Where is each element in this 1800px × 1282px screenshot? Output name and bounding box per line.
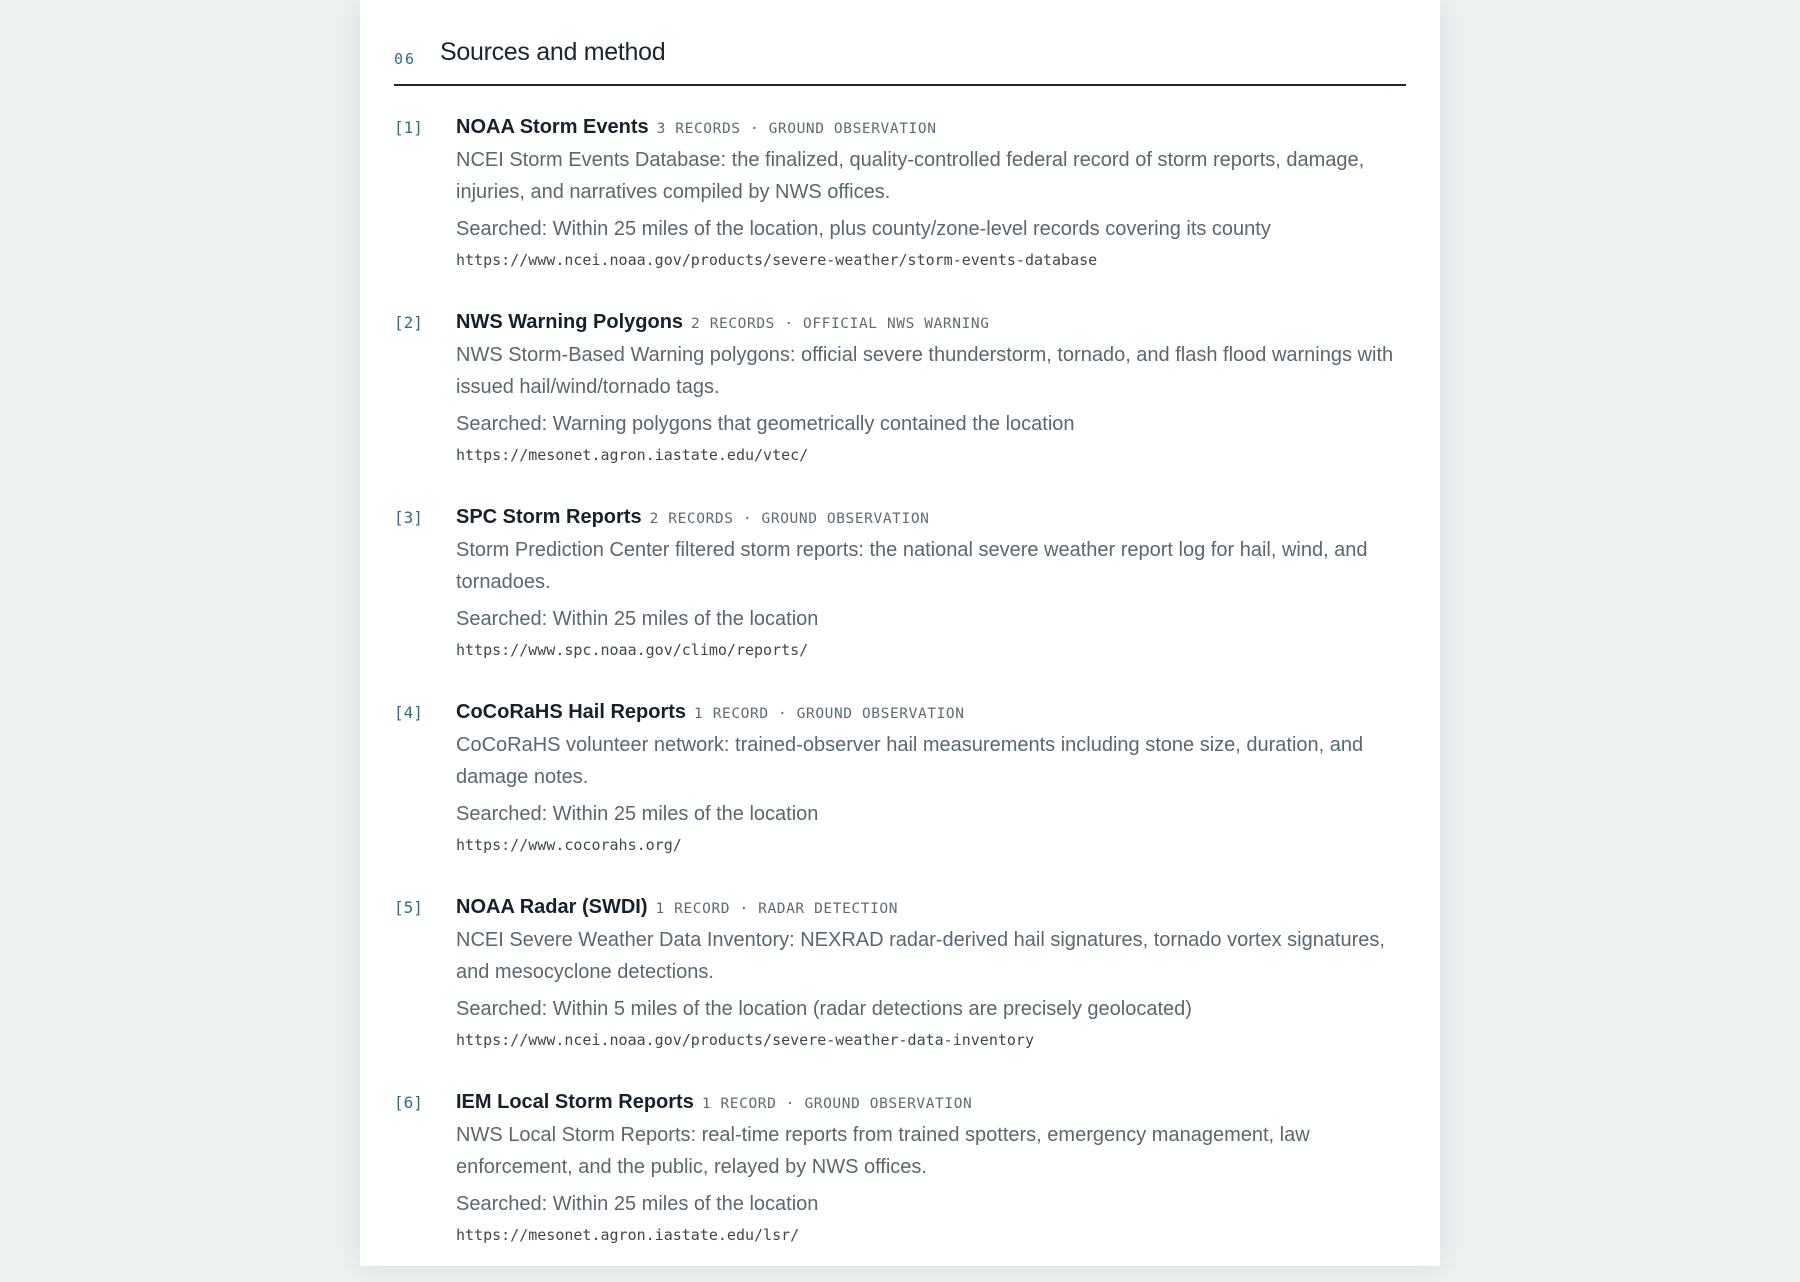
source-index: [5] (394, 898, 423, 917)
source-body (456, 502, 1406, 662)
source-name: NOAA Radar (SWDI) (456, 896, 648, 918)
source-index: [2] (394, 313, 423, 332)
source-title-line (456, 502, 1406, 532)
source-url-link[interactable]: https://mesonet.agron.iastate.edu/lsr/ (456, 1226, 800, 1244)
source-item (394, 112, 1406, 307)
source-search-scope: Searched: Warning polygons that geometrically contained the location (456, 413, 1075, 435)
source-index: [3] (394, 508, 423, 527)
source-name: NWS Warning Polygons (456, 311, 684, 333)
source-index: [1] (394, 118, 423, 137)
source-search-scope: Searched: Within 25 miles of the location (456, 608, 819, 630)
source-meta: 2 RECORDS · GROUND OBSERVATION (649, 511, 930, 527)
source-meta: 3 RECORDS · GROUND OBSERVATION (656, 121, 937, 137)
source-url-link[interactable]: https://mesonet.agron.iastate.edu/vtec/ (456, 446, 809, 464)
source-description: NWS Storm-Based Warning polygons: official severe thunderstorm, tornado, and flash flood warnings with issued hail/wind/tornado tags. (456, 344, 1394, 398)
source-list (394, 112, 1406, 1282)
source-item (394, 892, 1406, 1087)
source-url-link[interactable]: https://www.spc.noaa.gov/climo/reports/ (456, 641, 809, 659)
source-meta: 1 RECORD · GROUND OBSERVATION (701, 1096, 973, 1112)
source-description: Storm Prediction Center filtered storm reports: the national severe weather report log for hail, wind, and tornadoes. (456, 539, 1368, 593)
source-description: NCEI Severe Weather Data Inventory: NEXRAD radar-derived hail signatures, tornado vortex signatures, and mesocyclone detections. (456, 929, 1385, 983)
source-search-scope: Searched: Within 5 miles of the location (radar detections are precisely geolocated) (456, 998, 1192, 1020)
source-name: SPC Storm Reports (456, 506, 642, 528)
section-title: Sources and method (440, 38, 666, 66)
source-body (456, 697, 1406, 857)
source-meta: 2 RECORDS · OFFICIAL NWS WARNING (691, 316, 990, 332)
source-item (394, 502, 1406, 697)
source-index: [4] (394, 703, 423, 722)
source-search-scope: Searched: Within 25 miles of the location (456, 1193, 819, 1215)
source-title-line (456, 1087, 1406, 1117)
source-url-link[interactable]: https://www.ncei.noaa.gov/products/severe-weather-data-inventory (456, 1031, 1034, 1049)
source-name: CoCoRaHS Hail Reports (456, 701, 687, 723)
source-description: CoCoRaHS volunteer network: trained-observer hail measurements including stone size, duration, and damage notes. (456, 734, 1364, 788)
source-description: NCEI Storm Events Database: the finalized, quality-controlled federal record of storm reports, damage, injuries, and narratives compiled by NWS offices. (456, 149, 1365, 203)
source-body (456, 307, 1406, 467)
document-page (360, 0, 1440, 1266)
source-body (456, 892, 1406, 1052)
source-index: [6] (394, 1093, 423, 1112)
source-title-line (456, 307, 1406, 337)
source-title-line (456, 697, 1406, 727)
source-item (394, 307, 1406, 502)
section-number: 06 (394, 50, 417, 68)
source-url-link[interactable]: https://www.ncei.noaa.gov/products/severe-weather/storm-events-database (456, 251, 1098, 269)
source-search-scope: Searched: Within 25 miles of the location (456, 803, 819, 825)
source-title-line (456, 112, 1406, 142)
source-body (456, 112, 1406, 272)
source-description: NWS Local Storm Reports: real-time reports from trained spotters, emergency management, law enforcement, and the public, relayed by NWS offices. (456, 1124, 1310, 1178)
source-meta: 1 RECORD · RADAR DETECTION (655, 901, 899, 917)
source-body (456, 1087, 1406, 1247)
source-search-scope: Searched: Within 25 miles of the location, plus county/zone-level records covering its county (456, 218, 1271, 240)
section-header (394, 38, 1406, 86)
source-name: NOAA Storm Events (456, 116, 649, 138)
source-title-line (456, 892, 1406, 922)
source-item (394, 1087, 1406, 1282)
source-meta: 1 RECORD · GROUND OBSERVATION (694, 706, 965, 722)
source-name: IEM Local Storm Reports (456, 1091, 694, 1113)
source-item (394, 697, 1406, 892)
source-url-link[interactable]: https://www.cocorahs.org/ (456, 836, 682, 854)
